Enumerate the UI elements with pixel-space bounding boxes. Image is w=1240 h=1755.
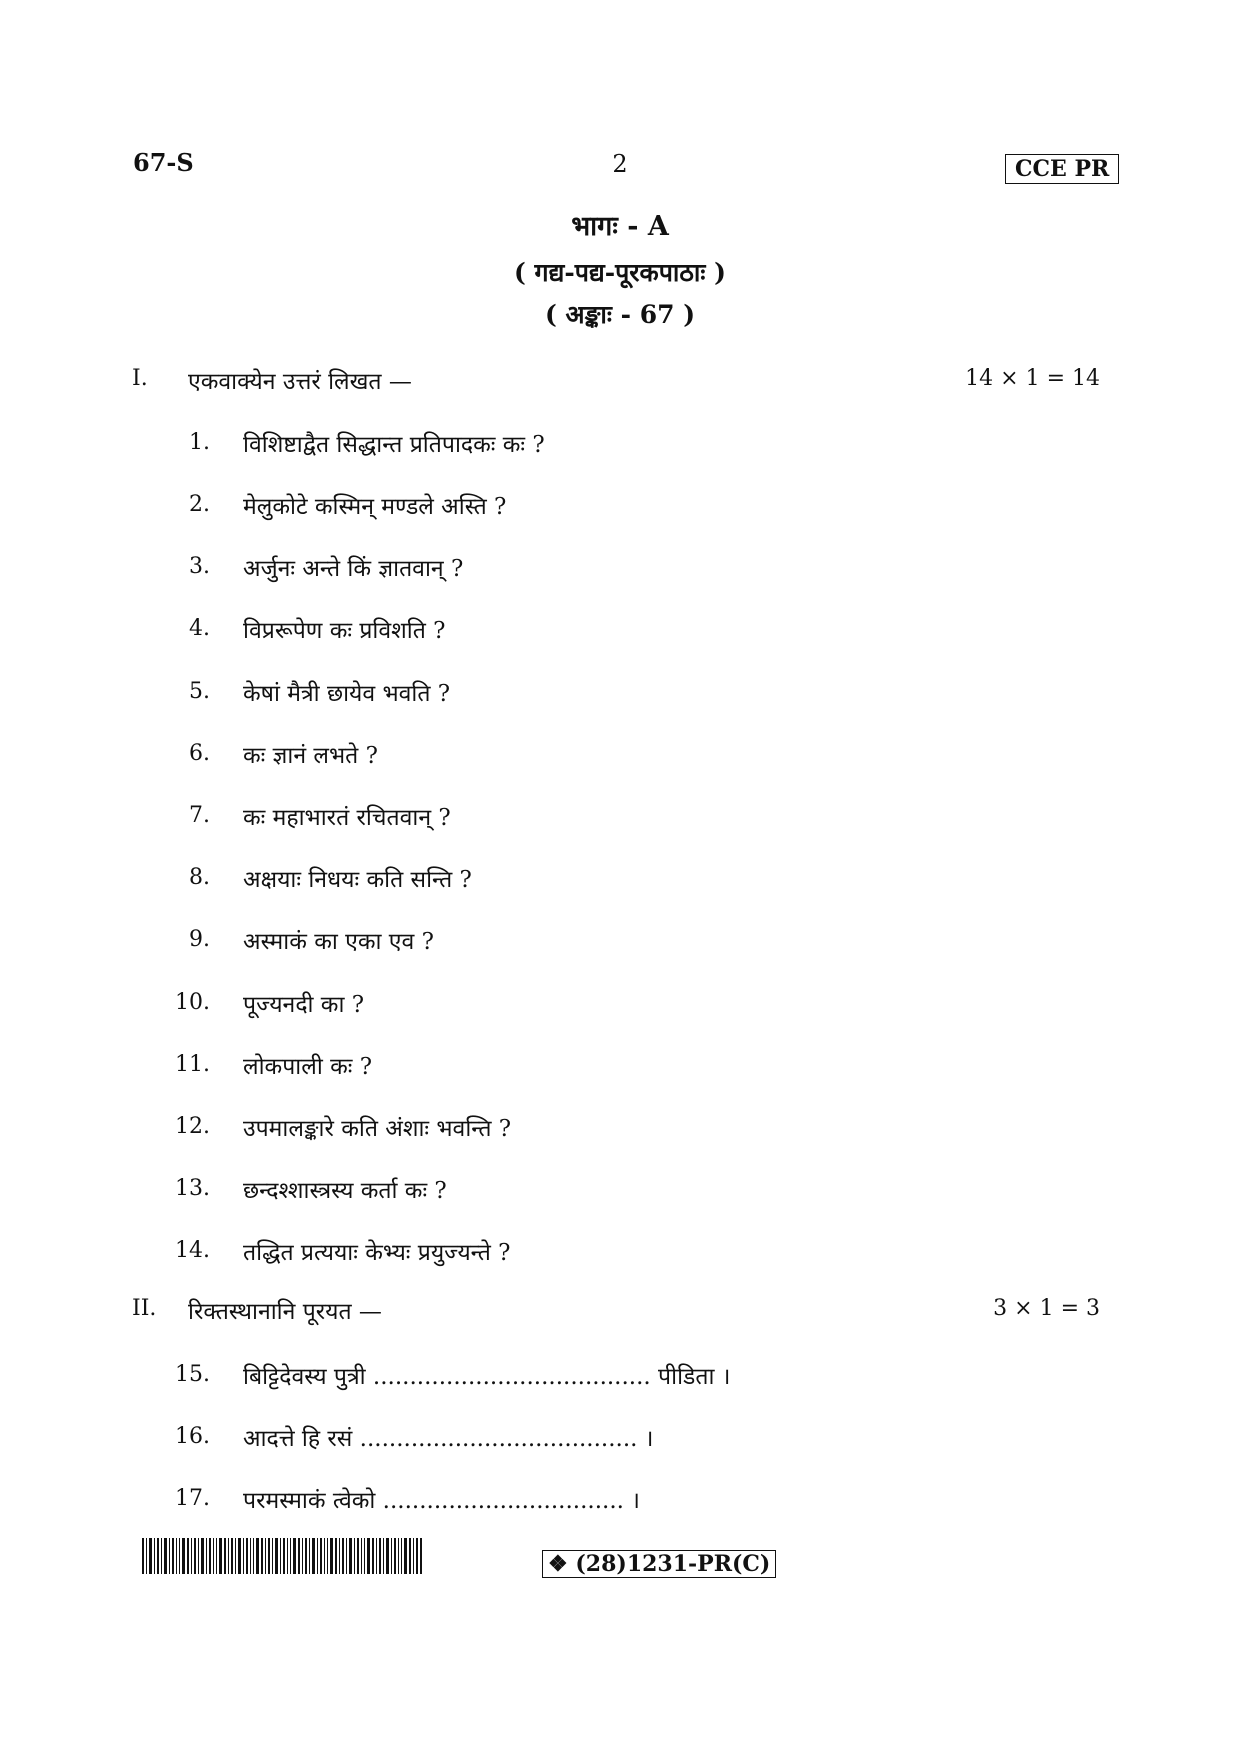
paper-code-badge: ❖ (28)1231-PR(C) [542, 1550, 776, 1578]
barcode-icon [142, 1538, 422, 1574]
question-text: परमस्माकं त्वेको ................................. । [243, 1488, 640, 1514]
question-text: अस्माकं का एका एव ? [243, 929, 434, 955]
question-text: लोकपाली कः ? [243, 1054, 373, 1080]
section-title: रिक्तस्थानानि पूरयत — [188, 1299, 382, 1325]
question-text: तद्धित प्रत्ययाः केभ्यः प्रयुज्यन्ते ? [243, 1240, 511, 1266]
question-number: 12. [175, 1114, 210, 1139]
section-marks: 14 × 1 = 14 [965, 366, 1100, 391]
question-number: 2. [189, 492, 210, 517]
question-text: अर्जुनः अन्ते किं ज्ञातवान् ? [243, 556, 464, 582]
question-number: 10. [175, 990, 210, 1015]
question-number: 13. [175, 1176, 210, 1201]
part-subtitle: ( गद्य-पद्य-पूरकपाठाः ) [514, 258, 726, 287]
question-number: 5. [189, 679, 210, 704]
paper-type-badge: CCE PR [1005, 154, 1119, 184]
question-number: 11. [175, 1052, 210, 1077]
section-title: एकवाक्येन उत्तरं लिखत — [188, 369, 412, 395]
question-number: 8. [189, 865, 210, 890]
section-numeral: II. [132, 1296, 157, 1321]
subject-code: 67-S [133, 148, 194, 177]
question-number: 17. [175, 1486, 210, 1511]
question-number: 3. [189, 554, 210, 579]
question-number: 6. [189, 741, 210, 766]
question-number: 15. [175, 1362, 210, 1387]
question-text: विशिष्टाद्वैत सिद्धान्त प्रतिपादकः कः ? [243, 432, 545, 458]
question-number: 7. [189, 803, 210, 828]
question-number: 4. [189, 616, 210, 641]
question-text: बिट्टिदेवस्य पुत्री ...................................... पीडिता । [243, 1364, 731, 1390]
question-text: केषां मैत्री छायेव भवति ? [243, 681, 451, 707]
part-marks: ( अङ्काः - 67 ) [544, 300, 696, 329]
question-text: मेलुकोटे कस्मिन् मण्डले अस्ति ? [243, 494, 507, 520]
question-text: कः महाभारतं रचितवान् ? [243, 805, 451, 831]
question-text: अक्षयाः निधयः कति सन्ति ? [243, 867, 472, 893]
page-number: 2 [612, 150, 628, 178]
question-number: 9. [189, 927, 210, 952]
question-text: कः ज्ञानं लभते ? [243, 743, 378, 769]
question-number: 16. [175, 1424, 210, 1449]
question-text: विप्ररूपेण कः प्रविशति ? [243, 618, 446, 644]
question-text: आदत्ते हि रसं ...................................... । [243, 1426, 654, 1452]
question-text: छन्दश्शास्त्रस्य कर्ता कः ? [243, 1178, 447, 1204]
question-number: 1. [189, 430, 210, 455]
section-numeral: I. [132, 366, 148, 391]
section-marks: 3 × 1 = 3 [993, 1296, 1100, 1321]
question-number: 14. [175, 1238, 210, 1263]
question-text: पूज्यनदी का ? [243, 992, 365, 1018]
part-title: भागः - A [571, 211, 669, 242]
question-text: उपमालङ्कारे कति अंशाः भवन्ति ? [243, 1116, 512, 1142]
